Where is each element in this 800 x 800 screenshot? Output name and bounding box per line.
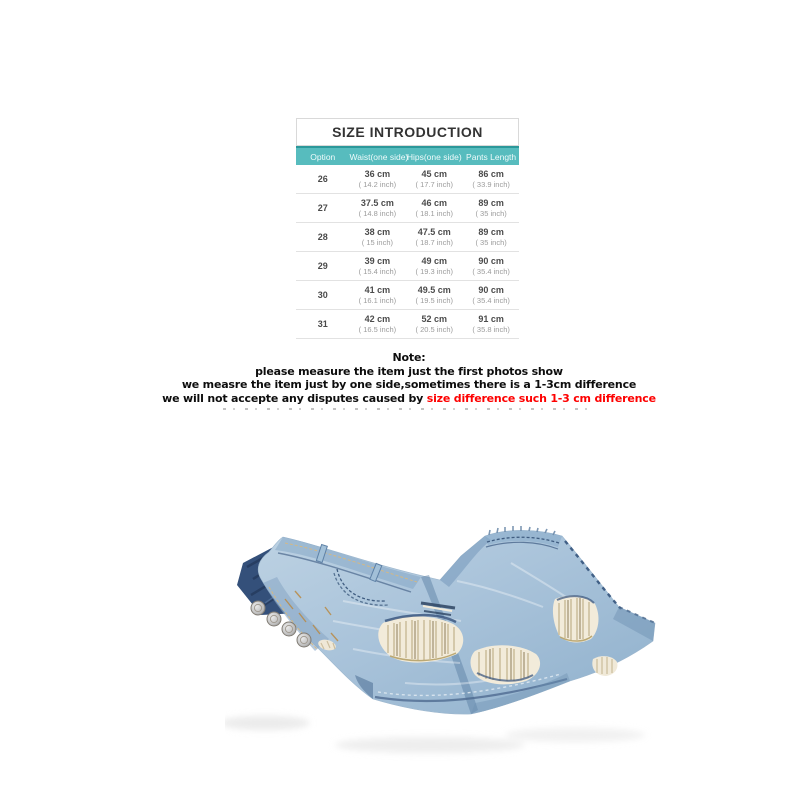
hips-inch: ( 19.5 inch) bbox=[415, 296, 454, 305]
hips-cell bbox=[405, 285, 463, 305]
option-cell: 31 bbox=[317, 319, 328, 329]
hips-cell bbox=[405, 198, 463, 218]
note-line-3 bbox=[9, 392, 800, 406]
length-inch: ( 35.8 inch) bbox=[472, 325, 510, 334]
hips-inch: ( 19.3 inch) bbox=[415, 267, 454, 276]
size-table-header bbox=[296, 146, 519, 165]
option-cell: 30 bbox=[317, 290, 328, 300]
note-line-3-red: size difference such 1-3 cm difference bbox=[426, 391, 656, 405]
waist-cm: 42 cm bbox=[364, 314, 391, 324]
rip-patch-2 bbox=[471, 645, 541, 684]
waist-inch: ( 14.8 inch) bbox=[358, 209, 397, 218]
hips-cm: 49 cm bbox=[421, 256, 448, 266]
hips-cell bbox=[405, 169, 463, 189]
hips-cell bbox=[405, 256, 463, 276]
option-cell: 27 bbox=[317, 203, 328, 213]
waist-cell bbox=[350, 227, 406, 247]
waist-cell bbox=[350, 256, 406, 276]
rip-patch-3 bbox=[553, 596, 599, 643]
note-line-3-black: we will not accepte any disputes caused by bbox=[162, 391, 427, 405]
size-table-title: SIZE INTRODUCTION bbox=[296, 118, 519, 146]
length-cm: 86 cm bbox=[478, 169, 504, 179]
cropped-text-line bbox=[223, 408, 595, 410]
option-cell: 26 bbox=[317, 174, 328, 184]
length-cell bbox=[463, 198, 519, 218]
length-cell bbox=[463, 169, 519, 189]
hips-cm: 47.5 cm bbox=[417, 227, 451, 237]
length-cm: 89 cm bbox=[478, 227, 504, 237]
length-cell bbox=[463, 314, 519, 334]
table-row bbox=[296, 281, 519, 310]
hips-cm: 52 cm bbox=[421, 314, 448, 324]
length-cm: 89 cm bbox=[478, 198, 504, 208]
waist-cell bbox=[350, 169, 406, 189]
length-cm: 90 cm bbox=[478, 256, 504, 266]
table-body bbox=[296, 165, 519, 339]
length-inch: ( 35.4 inch) bbox=[472, 296, 510, 305]
length-inch: ( 33.9 inch) bbox=[472, 180, 510, 189]
length-cm: 90 cm bbox=[478, 285, 504, 295]
column-header-waist: Waist(one side) bbox=[349, 151, 409, 162]
waist-inch: ( 14.2 inch) bbox=[358, 180, 397, 189]
note-heading: Note: bbox=[392, 351, 426, 364]
waist-cm: 39 cm bbox=[364, 256, 391, 266]
hips-cm: 46 cm bbox=[421, 198, 448, 208]
waist-cell bbox=[350, 285, 406, 305]
hips-cm: 45 cm bbox=[421, 169, 448, 179]
length-inch: ( 35.4 inch) bbox=[472, 267, 510, 276]
waist-inch: ( 15.4 inch) bbox=[358, 267, 397, 276]
shadow bbox=[225, 716, 645, 753]
length-cm: 91 cm bbox=[478, 314, 504, 324]
length-inch: ( 35 inch) bbox=[475, 238, 507, 247]
hips-inch: ( 17.7 inch) bbox=[415, 180, 454, 189]
hips-inch: ( 18.7 inch) bbox=[415, 238, 454, 247]
size-table bbox=[296, 118, 519, 339]
waist-cm: 37.5 cm bbox=[360, 198, 394, 208]
table-row bbox=[296, 223, 519, 252]
waist-cm: 41 cm bbox=[364, 285, 391, 295]
waist-cm: 38 cm bbox=[364, 227, 391, 237]
waist-cm: 36 cm bbox=[364, 169, 391, 179]
length-cell bbox=[463, 227, 519, 247]
waist-inch: ( 16.1 inch) bbox=[358, 296, 397, 305]
column-header-length: Pants Length bbox=[466, 151, 517, 162]
product-photo-jeans bbox=[225, 523, 670, 778]
waist-inch: ( 15 inch) bbox=[361, 238, 394, 247]
note-line-1: please measure the item just the first photos show bbox=[255, 364, 563, 378]
waist-inch: ( 16.5 inch) bbox=[358, 325, 397, 334]
table-row bbox=[296, 165, 519, 194]
length-cell bbox=[463, 285, 519, 305]
column-header-option: Option bbox=[310, 151, 336, 162]
column-header-hips: Hips(one side) bbox=[406, 151, 462, 162]
jeans-body bbox=[251, 526, 655, 714]
hips-inch: ( 20.5 inch) bbox=[415, 325, 454, 334]
jeans-illustration bbox=[225, 523, 670, 778]
length-inch: ( 35 inch) bbox=[475, 209, 507, 218]
hips-cell bbox=[405, 314, 463, 334]
waist-cell bbox=[350, 198, 406, 218]
table-row bbox=[296, 194, 519, 223]
note-line-2: we measre the item just by one side,sometimes there is a 1-3cm difference bbox=[181, 378, 637, 391]
note-section bbox=[9, 351, 800, 410]
rip-patch-small bbox=[592, 656, 617, 676]
hips-inch: ( 18.1 inch) bbox=[415, 209, 454, 218]
length-cell bbox=[463, 256, 519, 276]
waist-cell bbox=[350, 314, 406, 334]
table-row bbox=[296, 252, 519, 281]
hips-cm: 49.5 cm bbox=[417, 285, 451, 295]
hips-cell bbox=[405, 227, 463, 247]
table-row bbox=[296, 310, 519, 339]
option-cell: 28 bbox=[317, 232, 328, 242]
option-cell: 29 bbox=[317, 261, 328, 271]
